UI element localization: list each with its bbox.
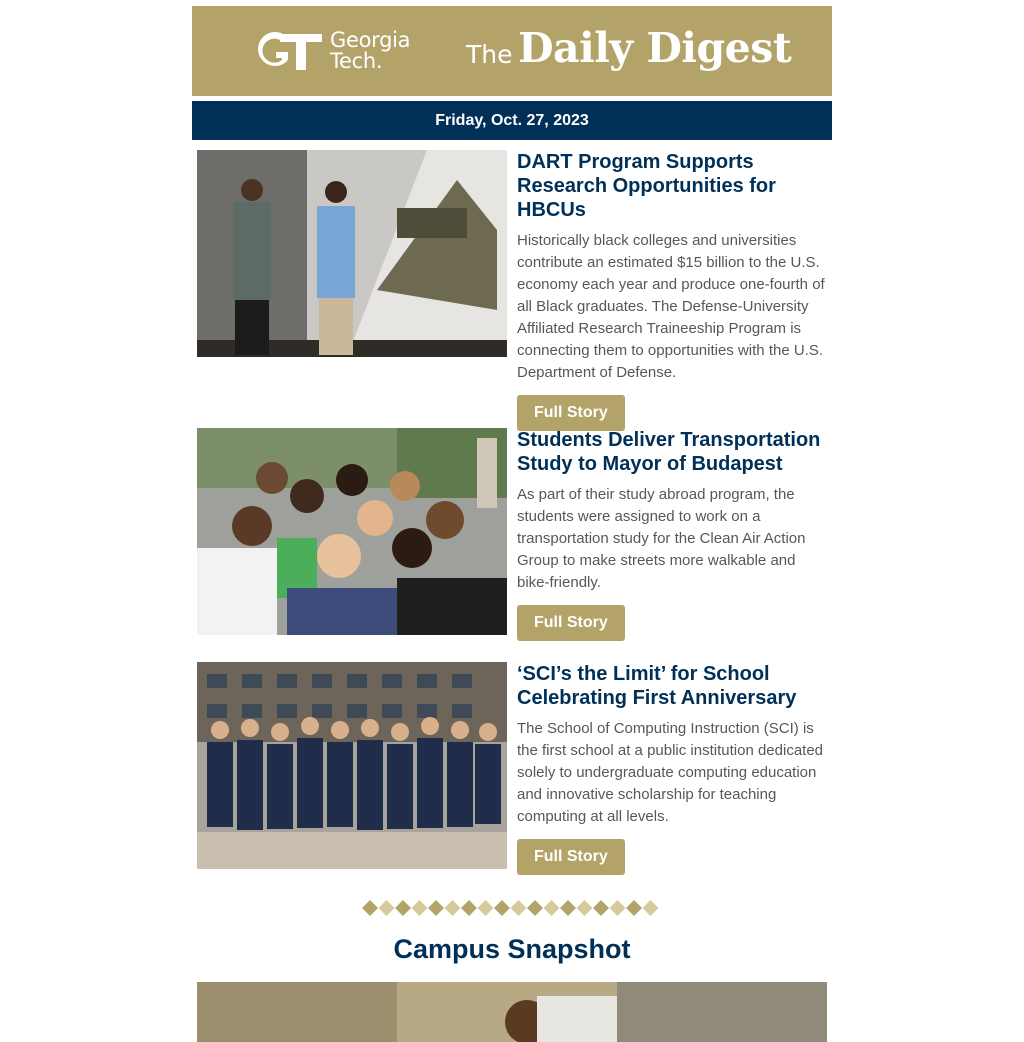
newsletter-title: Daily Digest — [518, 24, 792, 72]
date-banner — [192, 101, 832, 140]
issue-date: Friday, Oct. 27, 2023 — [435, 111, 589, 129]
story-photo[interactable] — [197, 428, 507, 635]
story-headline[interactable]: ‘SCI’s the Limit’ for School Celebrating First Anniversary — [517, 663, 797, 709]
newsletter — [192, 6, 832, 964]
full-story-button[interactable]: Full Story — [517, 839, 625, 875]
full-story-button[interactable]: Full Story — [517, 395, 625, 431]
full-story-button[interactable]: Full Story — [517, 605, 625, 641]
logo-line-1: Georgia — [330, 28, 411, 52]
story-summary: The School of Computing Instruction (SCI) is the first school at a public institution dedicated solely to undergraduate computing education and innovative scholarship for teaching computing at all levels. — [517, 720, 824, 825]
title-prefix: The — [466, 40, 513, 69]
story-photo[interactable] — [197, 150, 507, 357]
section-title: Campus Snapshot — [393, 934, 631, 964]
story-summary: Historically black colleges and universities contribute an estimated $15 billion to the U.S. economy each year and produce one-fourth of all Black graduates. The Defense-University Affiliated Research Traineeship Program is connecting them to opportunities with the U.S. Department of Defense. — [517, 232, 825, 381]
story-headline[interactable]: Students Deliver Transportation Study to Mayor of Budapest — [517, 429, 821, 475]
story-photo[interactable] — [197, 662, 507, 869]
georgia-tech-logo-icon[interactable] — [258, 30, 324, 72]
masthead — [192, 6, 832, 96]
campus-snapshot-photo[interactable] — [197, 982, 827, 1042]
diamond-divider-icon — [362, 900, 662, 916]
story-summary: As part of their study abroad program, the students were assigned to work on a transportation study for the Clean Air Action Group to make streets more walkable and bike-friendly. — [517, 486, 806, 591]
georgia-tech-wordmark — [330, 30, 410, 72]
story-headline[interactable]: DART Program Supports Research Opportunities for HBCUs — [517, 151, 776, 221]
logo-line-2: Tech. — [330, 49, 383, 73]
